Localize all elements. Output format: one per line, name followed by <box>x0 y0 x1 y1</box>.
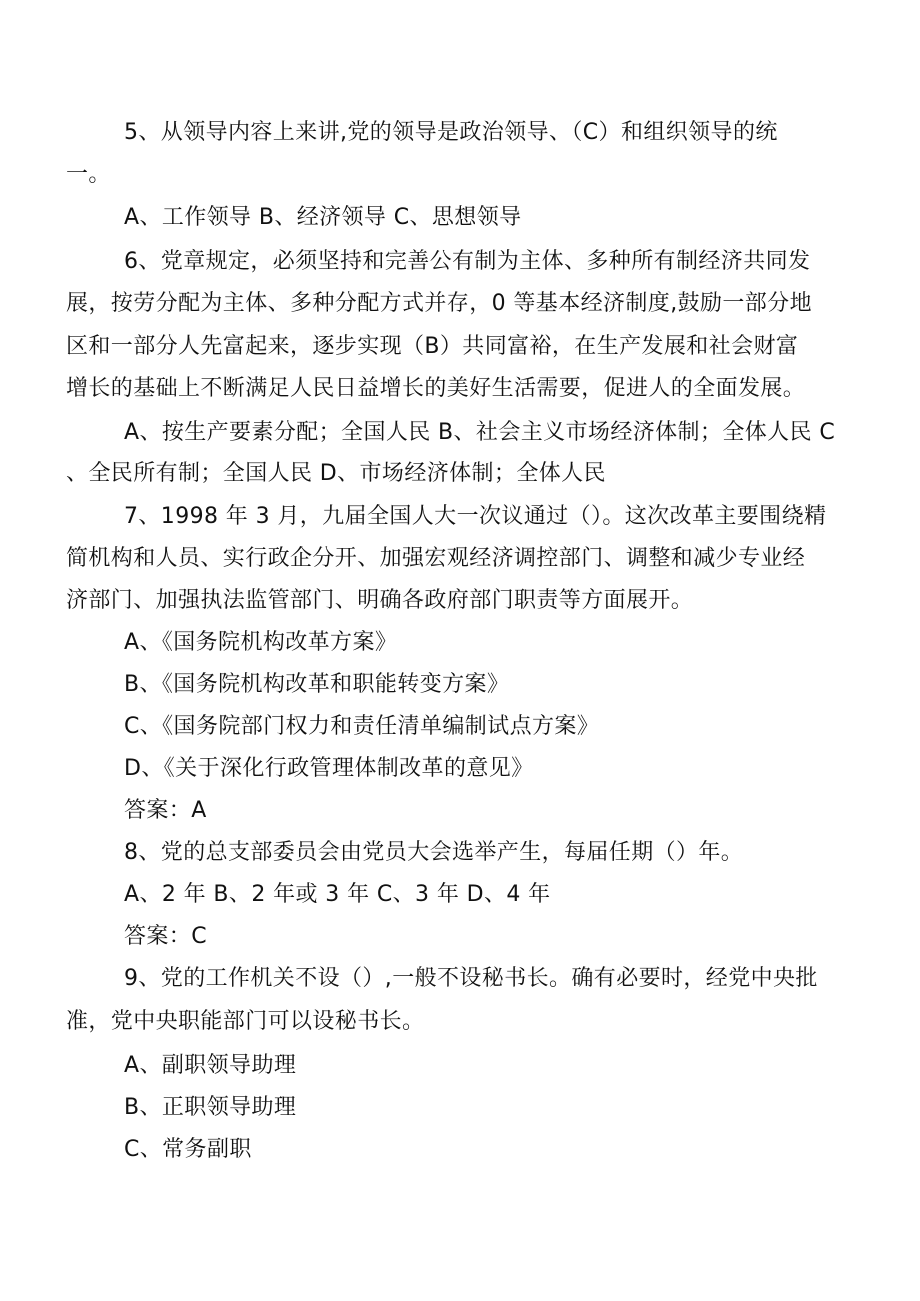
q6-stem-line3: 区和一部分人先富起来，逐步实现（B）共同富裕，在生产发展和社会财富 <box>66 334 799 359</box>
q7-option-a: A、《国务院机构改革方案》 <box>124 630 398 655</box>
q7-option-d: D、《关于深化行政管理体制改革的意见》 <box>124 756 534 781</box>
q7-stem-line3: 济部门、加强执法监管部门、明确各政府部门职责等方面展开。 <box>66 588 694 613</box>
q9-option-b: B、正职领导助理 <box>124 1095 297 1120</box>
q7-stem-line2: 简机构和人员、实行政企分开、加强宏观经济调控部门、调整和减少专业经 <box>66 546 806 571</box>
q5-stem-line2: 一。 <box>66 162 111 187</box>
q9-option-c: C、常务副职 <box>124 1137 252 1162</box>
q8-answer: 答案：C <box>124 924 207 949</box>
q6-stem-line4: 增长的基础上不断满足人民日益增长的美好生活需要，促进人的全面发展。 <box>66 376 806 401</box>
q9-stem-line2: 准，党中央职能部门可以设秘书长。 <box>66 1009 425 1034</box>
q8-stem-line1: 8、党的总支部委员会由党员大会选举产生，每届任期（）年。 <box>124 840 744 865</box>
q7-option-b: B、《国务院机构改革和职能转变方案》 <box>124 672 510 697</box>
q6-stem-line2: 展，按劳分配为主体、多种分配方式并存，0 等基本经济制度,鼓励一部分地 <box>66 291 812 316</box>
q5-options: A、工作领导 B、经济领导 C、思想领导 <box>124 205 522 230</box>
q6-options-line1: A、按生产要素分配；全国人民 B、社会主义市场经济体制；全体人民 C <box>124 420 836 445</box>
q6-stem-line1: 6、党章规定，必须坚持和完善公有制为主体、多种所有制经济共同发 <box>124 249 811 274</box>
q6-options-line2: 、全民所有制；全国人民 D、市场经济体制；全体人民 <box>66 461 606 486</box>
q8-options: A、2 年 B、2 年或 3 年 C、3 年 D、4 年 <box>124 882 551 907</box>
q9-option-a: A、副职领导助理 <box>124 1053 297 1078</box>
q9-stem-line1: 9、党的工作机关不设（）,一般不设秘书长。确有必要时，经党中央批 <box>124 966 818 991</box>
q5-stem-line1: 5、从领导内容上来讲,党的领导是政治领导、（C）和组织领导的统 <box>124 120 778 145</box>
q7-stem-line1: 7、1998 年 3 月，九届全国人大一次议通过（）。这次改革主要围绕精 <box>124 504 827 529</box>
q7-answer: 答案：A <box>124 798 207 823</box>
q7-option-c: C、《国务院部门权力和责任清单编制试点方案》 <box>124 714 600 739</box>
